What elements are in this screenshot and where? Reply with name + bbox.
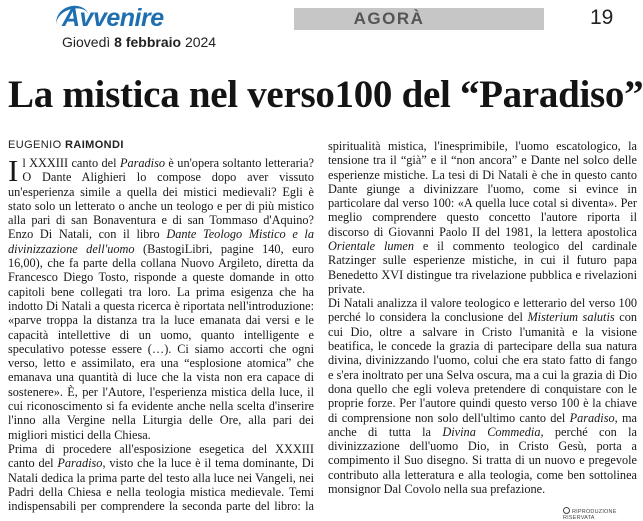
article-column-right	[328, 139, 637, 505]
date-year: 2024	[184, 34, 217, 50]
article-headline: La mistica nel verso100 del “Paradiso”	[8, 73, 643, 116]
paragraph-2: Prima di procedere all'esposizione esegetica del XXXIII canto del Paradiso, visto che la luce è il tema dominante, Di Natali dedica la prima parte del testo alla luce nei Vangeli, nei Padri della Chiesa e nella teologia mistica medievale. Temi indispensabili per comprendere la seconda parte del libro: la	[8, 441, 314, 514]
date-day-month: 8 febbraio	[114, 34, 182, 50]
article-body	[8, 156, 314, 514]
article-column-left	[8, 156, 314, 514]
logo-text: Avvenire	[62, 4, 164, 32]
issue-date	[62, 34, 216, 50]
author-first-name: EUGENIO	[8, 139, 62, 151]
copyright-text: RIPRODUZIONE RISERVATA	[563, 509, 617, 521]
article-body-continued	[328, 139, 637, 496]
author-last-name: RAIMONDI	[65, 139, 124, 151]
copyright-notice	[563, 507, 643, 521]
paragraph-2-cont: spiritualità mistica, l'inesprimibile, l'uomo escatologico, la tensione tra il “già” e il “non ancora” e Dante nel solco delle esperienze mistiche. La tesi di Di Natali è che in questo canto Dante giunge a divinizzare l'uomo, come si evince in particolare dal verso 100: «A quella luce cotal si diventa». Per meglio comprendere questo concetto l'autore riporta il discorso di Giovanni Paolo II del 1981, la lettera apostolica Orientale lumen e il commento teologico del cardinale Ratzinger sulle esperienze mistiche, in cui il futuro papa Benedetto XVI distingue tra rivelazione pubblica e rivelazioni private.	[328, 139, 637, 296]
masthead	[0, 0, 643, 62]
copyright-icon	[563, 507, 570, 514]
drop-cap: I	[8, 156, 19, 188]
author-byline	[8, 139, 124, 151]
page-number: 19	[590, 6, 614, 29]
newspaper-logo	[62, 4, 164, 32]
paragraph-1: Il XXXIII canto del Paradiso è un'opera soltanto letteraria? O Dante Alighieri lo compose dopo aver vissuto un'esperienza simile a quella dei mistici medievali? Egli è stato solo un letterato o anche un teologo e per di più mistico alla pari di san Bonaventura e di san Tommaso d'Aquino? Enzo Di Natali, con il libro Dante Teologo Mistico e la divinizzazione dell'uomo (BastogiLibri, pagine 140, euro 16,00), che fa parte della collana Nuovo Argileto, diretta da Francesco Diego Tosto, risponde a queste domande in otto capitoli bene collegati tra loro. La prima esigenza che ha indotto Di Natali a questa ricerca è riportata nell'introduzione: «parve troppa la distanza tra la luce emanata dai versi e le capacità intellettive di un uomo, quanto intelligente e speculativo potesse essere (…). Ci siamo accorti che ogni verso, letto e assimilato, era una “esplosione atomica” che emanava una quantità di luce che la vista non era capace di sostenere». È, per l'Autore, l'esperienza mistica della luce, il cui riconoscimento si fa evidente anche nella scelta d'inserire l'inno alla Vergine nella Liturgia delle Ore, alla pari dei migliori mistici della Chiesa.	[8, 156, 314, 442]
section-title: AGORÀ	[353, 9, 425, 28]
date-day: Giovedì	[62, 34, 111, 50]
section-banner	[294, 8, 544, 30]
paragraph-3-cont: Di Natali analizza il valore teologico e letterario del verso 100 perché lo considera la conclusione del Misterium salutis con cui Dio, oltre a salvare in Cristo l'umanità e la visione beatifica, le concede la grazia di partecipare della sua natura divina, divinizzando l'uomo, colui che era stato fatto di fango e s'era inoltrato per una Selva oscura, ma a cui la grazia di Dio dona quello che egli voleva pretendere di conquistare con le proprie forze. Per l'autore quindi questo verso 100 è la chiave di comprensione non solo dell'ultimo canto del Paradiso, ma anche di tutta la Divina Commedia, perché con la divinizzazione dell'uomo Dio, in Cristo Gesù, porta a compimento il Suo disegno. Si tratta di un nuovo e pregevole contributo alla letteratura e alla teologia, come ben sottolinea monsignor Dal Covolo nella sua prefazione.	[328, 296, 637, 497]
